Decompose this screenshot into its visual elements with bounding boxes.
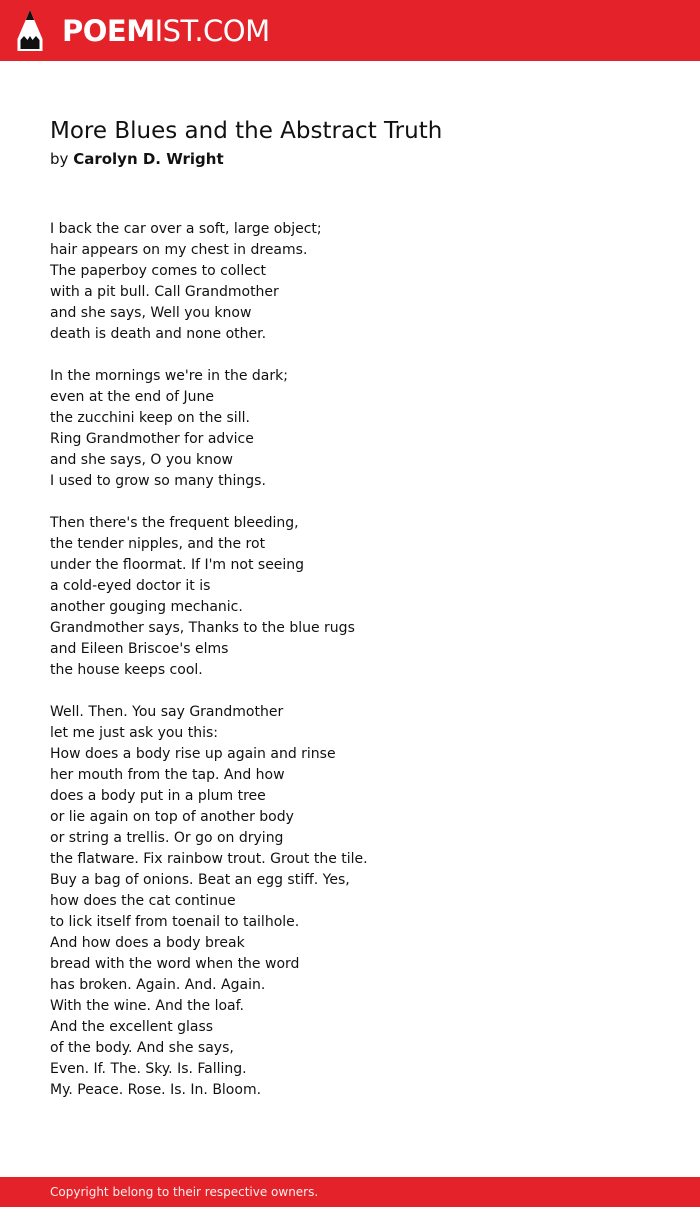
poem-line: with a pit bull. Call Grandmother	[50, 284, 279, 300]
poem-line: In the mornings we're in the dark;	[50, 368, 288, 384]
site-header	[0, 0, 700, 61]
poem-line: her mouth from the tap. And how	[50, 767, 285, 783]
poem-line: the zucchini keep on the sill.	[50, 410, 250, 426]
byline	[50, 149, 224, 169]
poem-line: Grandmother says, Thanks to the blue rugs	[50, 620, 355, 636]
poem-line: and she says, O you know	[50, 452, 234, 468]
poem-line: the tender nipples, and the rot	[50, 536, 266, 552]
logo-text-light: IST.COM	[154, 14, 270, 48]
poem-line: Buy a bag of onions. Beat an egg stiff. Yes,	[50, 872, 350, 888]
poem-line: I back the car over a soft, large object;	[50, 221, 322, 237]
pencil-tip-icon[interactable]	[16, 9, 44, 52]
poem-line: And the excellent glass	[50, 1019, 214, 1035]
site-logo[interactable]	[62, 13, 270, 49]
poem-line: My. Peace. Rose. Is. In. Bloom.	[50, 1082, 262, 1098]
poem-line: Well. Then. You say Grandmother	[50, 704, 284, 720]
author-name: Carolyn D. Wright	[73, 150, 224, 168]
site-footer	[0, 1177, 700, 1207]
poem-line: Ring Grandmother for advice	[50, 431, 254, 447]
copyright-notice: Copyright belong to their respective owners.	[50, 1185, 319, 1199]
poem-line: even at the end of June	[50, 389, 215, 405]
poem-line: hair appears on my chest in dreams.	[50, 242, 308, 258]
poem-line: of the body. And she says,	[50, 1040, 234, 1056]
byline-prefix: by	[50, 150, 69, 168]
poem-stanza	[50, 219, 650, 345]
poem-line: under the floormat. If I'm not seeing	[50, 557, 305, 573]
poem-line: has broken. Again. And. Again.	[50, 977, 266, 993]
poem-line: I used to grow so many things.	[50, 473, 266, 489]
poem-stanza	[50, 702, 650, 1101]
poem-stanza	[50, 366, 650, 492]
poem-stanza	[50, 513, 650, 681]
poem-line: death is death and none other.	[50, 326, 267, 342]
poem-line: or string a trellis. Or go on drying	[50, 830, 284, 846]
poem-line: And how does a body break	[50, 935, 245, 951]
poem-line: and she says, Well you know	[50, 305, 252, 321]
poem-line: does a body put in a plum tree	[50, 788, 266, 804]
poem-line: the house keeps cool.	[50, 662, 203, 678]
logo-text-bold: POEM	[62, 14, 155, 48]
poem-body	[50, 219, 650, 1122]
poem-line: Even. If. The. Sky. Is. Falling.	[50, 1061, 247, 1077]
poem-line: Then there's the frequent bleeding,	[50, 515, 299, 531]
poem-line: another gouging mechanic.	[50, 599, 243, 615]
poem-line: a cold-eyed doctor it is	[50, 578, 211, 594]
poem-line: how does the cat continue	[50, 893, 236, 909]
poem-line: With the wine. And the loaf.	[50, 998, 244, 1014]
poem-line: How does a body rise up again and rinse	[50, 746, 336, 762]
poem-line: or lie again on top of another body	[50, 809, 294, 825]
poem-line: bread with the word when the word	[50, 956, 300, 972]
poem-line: The paperboy comes to collect	[50, 263, 267, 279]
poem-line: the flatware. Fix rainbow trout. Grout the tile.	[50, 851, 368, 867]
poem-line: and Eileen Briscoe's elms	[50, 641, 229, 657]
poem-title: More Blues and the Abstract Truth	[50, 118, 443, 144]
poem-line: let me just ask you this:	[50, 725, 219, 741]
poem-line: to lick itself from toenail to tailhole.	[50, 914, 300, 930]
